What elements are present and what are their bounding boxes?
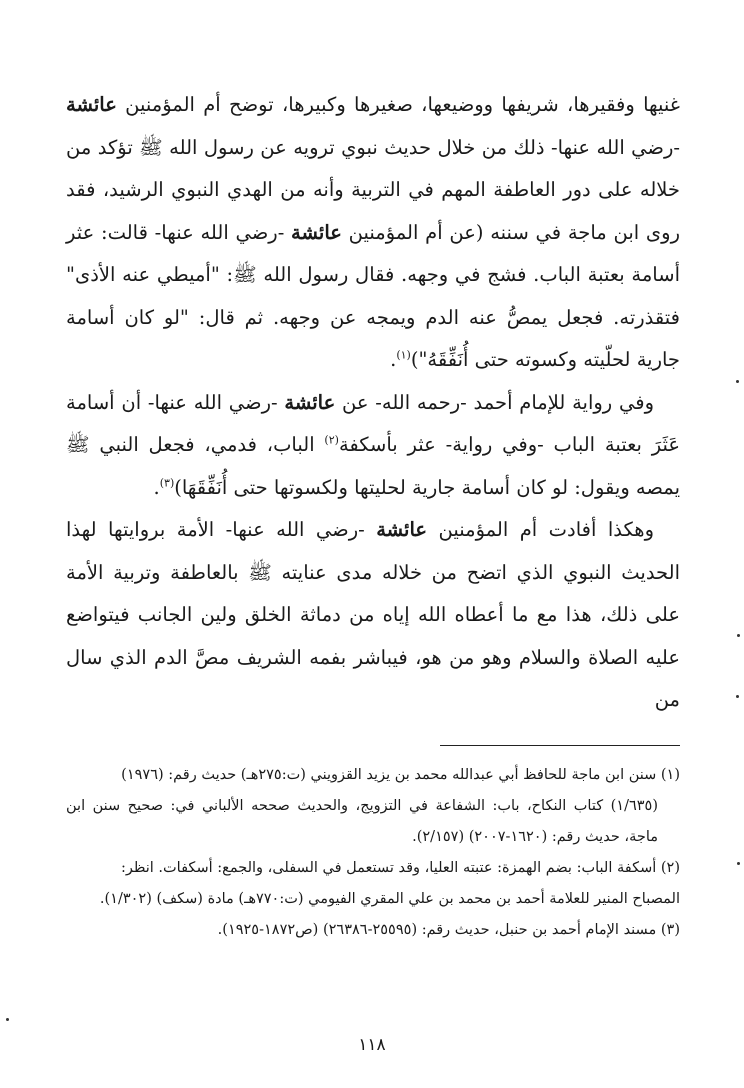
- paragraph-text: -رضي الله عنها- أن أسامة عَثَرَ بعتبة الباب -وفي رواية- عثر بأسكفة: [66, 390, 680, 456]
- footnote-1: (١) سنن ابن ماجة للحافظ أبي عبدالله محمد بن يزيد القزويني (ت:٢٧٥هـ) حديث رقم: (١٩٧٦): [121, 767, 680, 783]
- main-text: [66, 84, 680, 722]
- footnote-ref[interactable]: (٣): [159, 476, 175, 489]
- scan-speck: [6, 1018, 9, 1021]
- paragraph-text: الباب، فدمي، فجعل النبي ﷺ يمصه ويقول: لو كان أسامة جارية لحليتها ولكسوتها حتى أُنَفِّقَهَا): [66, 433, 680, 499]
- paragraph-end: .: [153, 475, 160, 499]
- paragraph-text: وفي رواية للإمام أحمد -رحمه الله- عن: [335, 390, 654, 414]
- footnote-separator: [440, 745, 680, 746]
- footnote-2: (٢) أسكفة الباب: بضم الهمزة: عتبته العليا، وقد تستعمل في السفلى، والجمع: أسكفات. انظر:: [120, 860, 680, 876]
- paragraph-text: -رضي الله عنها- الأمة بروايتها لهذا الحديث النبوي الذي اتضح من خلاله مدى عنايته ﷺ بالعاطفة وتربية الأمة على ذلك، هذا مع ما أعطاه الله إياه من دماثة الخلق ولين الجانب فيتواضع عليه الصلاة والسلام وهو من هو، فيباشر بفمه الشريف مصَّ الدم الذي سال من: [66, 518, 680, 711]
- paragraph-text: -رضي الله عنها- ذلك من خلال حديث نبوي ترويه عن رسول الله ﷺ تؤكد من خلاله على دور العاطفة المهم في التربية وأنه من الهدي النبوي الرشيد، فقد روى ابن ماجة في سننه (عن أم المؤمنين: [66, 135, 680, 244]
- paragraph-2: [66, 382, 680, 510]
- footnote-ref[interactable]: (٢): [324, 433, 339, 447]
- paragraph-text: -رضي الله عنها- قالت: عثر أسامة بعتبة الباب. فشج في وجهه. فقال رسول الله ﷺ: "أميطي عنه الأذى" فتقذرته. فجعل يمصُّ عنه الدم ويمجه عن وجهه. ثم قال: "لو كان أسامة جارية لحلّيته وكسوته حتى أُنَفِّقَهُ"): [66, 220, 680, 371]
- paragraph-1: [66, 84, 680, 382]
- footnote-1-continuation: (١/٦٣٥) كتاب النكاح، باب: الشفاعة في التزويج، والحديث صححه الألباني في: صحيح سنن ابن ماجة، حديث رقم: (١٦٢٠-٢٠٠٧) (٢/١٥٧).: [66, 798, 658, 845]
- scan-speck: [737, 634, 740, 637]
- scan-speck: [736, 695, 739, 698]
- footnote-2-continuation: المصباح المنير للعلامة أحمد بن محمد بن علي المقري الفيومي (ت:٧٧٠هـ) مادة (سكف) (١/٣٠٢).: [99, 891, 680, 907]
- paragraph-text: وهكذا أفادت أم المؤمنين: [427, 518, 654, 541]
- bold-name-aisha: عائشة: [284, 390, 336, 414]
- bold-name-aisha: عائشة: [376, 518, 428, 541]
- footnote-3: (٣) مسند الإمام أحمد بن حنبل، حديث رقم: (٢٥٥٩٥-٢٦٣٨٦) (ص١٨٧٢-١٩٢٥).: [217, 922, 680, 938]
- scan-speck: [736, 380, 739, 383]
- paragraph-end: .: [390, 348, 397, 371]
- bold-name-aisha: عائشة: [291, 220, 342, 244]
- paragraph-3: [66, 509, 680, 722]
- footnote-ref[interactable]: (١): [396, 348, 411, 362]
- scan-speck: [737, 862, 740, 865]
- bold-name-aisha: عائشة: [66, 93, 117, 116]
- footnotes: [66, 760, 680, 946]
- page-number: ١١٨: [358, 1035, 386, 1055]
- paragraph-text: غنيها وفقيرها، شريفها ووضيعها، صغيرها وكبيرها، توضح أم المؤمنين: [116, 93, 680, 116]
